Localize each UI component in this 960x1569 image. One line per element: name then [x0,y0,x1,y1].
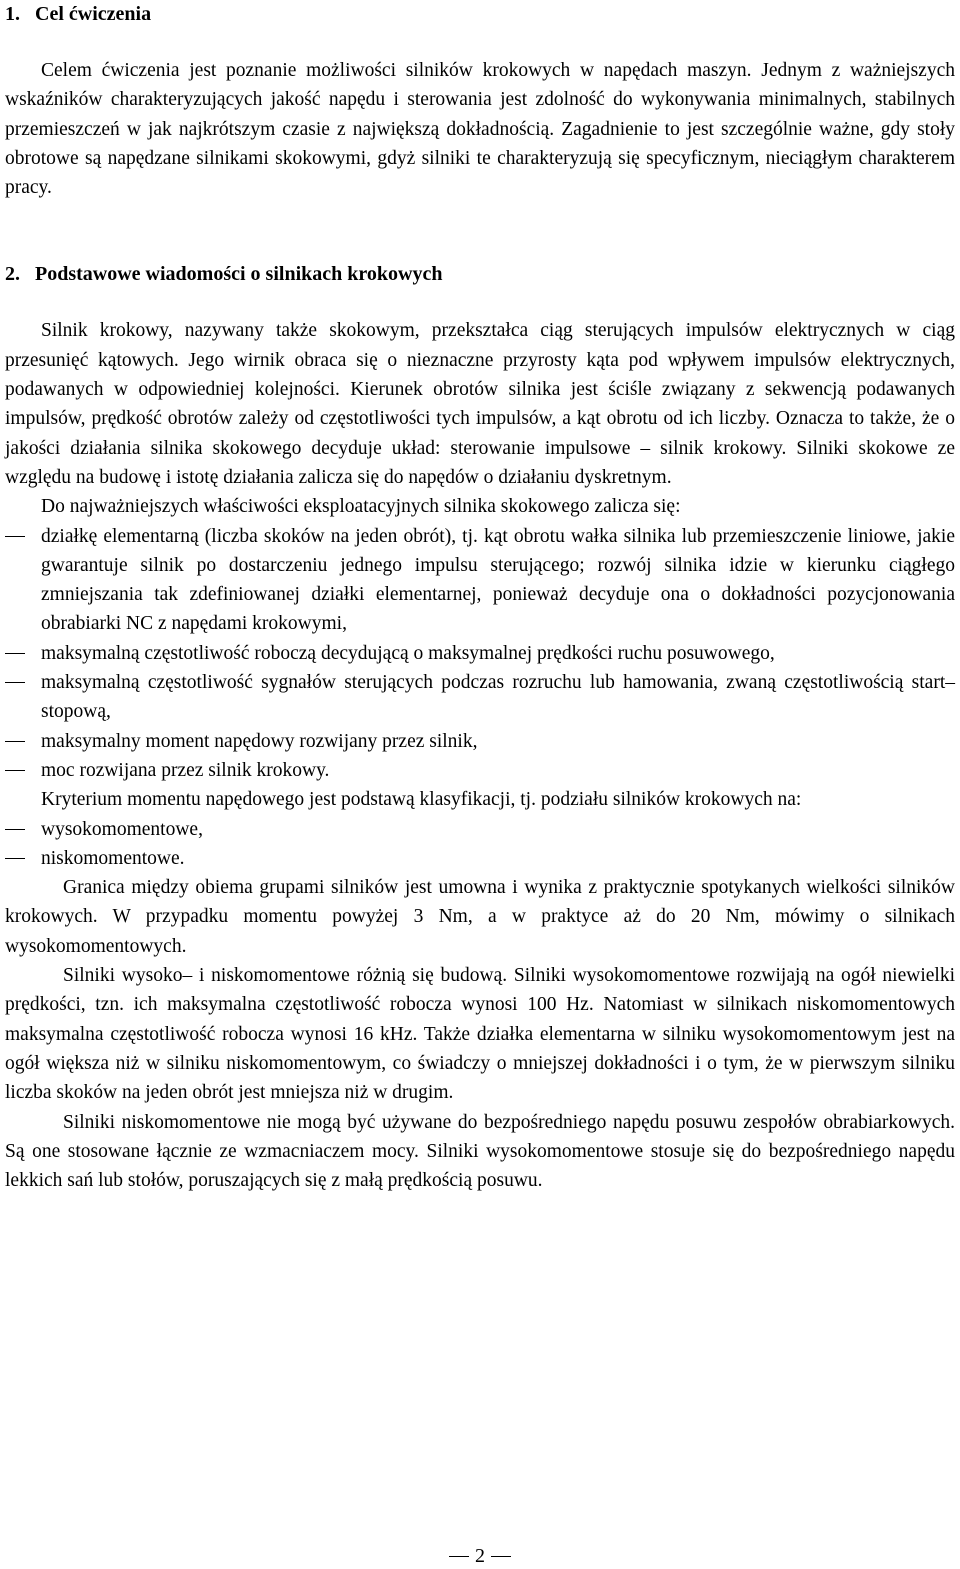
list-item: wysokomomentowe, [5,815,955,844]
dash-bullet [5,653,25,654]
section-1-heading: 1. Cel ćwiczenia [5,3,152,25]
properties-list [5,522,955,786]
section-2-paragraph-6: Silniki niskomomentowe nie mogą być używane do bezpośredniego napędu posuwu zespołów obrabiarkowych. Są one stosowane łącznie ze wzmacniaczem mocy. Silniki wysokomomentowe stosuje się do bezpośredniego napędu lekkich sań lub stołów, poruszających się z małą prędkością posuwu. [5,1111,955,1192]
dash-bullet [5,682,25,683]
list-item: maksymalną częstotliwość roboczą decydującą o maksymalnej prędkości ruchu posuwowego, [5,639,955,668]
section-2-paragraph-5: Silniki wysoko– i niskomomentowe różnią się budową. Silniki wysokomomentowe rozwijają na ogół niewielki prędkości, tzn. ich maksymalna częstotliwość robocza wynosi 100 Hz. Natomiast w silnikach niskomomentowych maksymalna częstotliwość robocza wynosi 16 kHz. Także działka elementarna w silniku wysokomomentowym jest na ogół większa niż w silniku niskomomentowym, co świadczy o mniejszej dokładności i o tym, że w pierwszym silniku liczba skoków na jeden obrót jest mniejsza niż w drugim. [5,965,955,1104]
section-2-paragraph-3: Kryterium momentu napędowego jest podstawą klasyfikacji, tj. podziału silników krokowych na: [41,789,802,811]
section-2-paragraph-1: Silnik krokowy, nazywany także skokowym, przekształca ciąg sterujących impulsów elektrycznych w ciąg przesunięć kątowych. Jego wirnik obraca się o nieznaczne przyrosty kąta pod wpływem impulsów elektrycznych, podawanych w odpowiedniej kolejności. Kierunek obrotów silnika jest ściśle związany z sekwencją podawanych impulsów, prędkość obrotów zależy od częstotliwości tych impulsów, a kąt obrotu od ich liczby. Oznacza to także, że o jakości działania silnika skokowego decyduje układ: sterowanie impulsowe – silnik krokowy. Silniki skokowe ze względu na budowę i istotę działania zalicza się do napędów o działaniu dyskretnym. [5,320,955,488]
classification-list [5,815,955,874]
dash-bullet [5,770,25,771]
list-item: moc rozwijana przez silnik krokowy. [5,756,955,785]
list-item: niskomomentowe. [5,844,955,873]
section-2-heading: 2. Podstawowe wiadomości o silnikach krokowych [5,263,443,286]
section-1-paragraph: Celem ćwiczenia jest poznanie możliwości silników krokowych w napędach maszyn. Jednym z ważniejszych wskaźników charakteryzujących jakość napędu i sterowania jest zdolność do wykonywania minimalnych, stabilnych przemieszczeń w jak najkrótszym czasie z największą dokładnością. Zagadnienie to jest szczególnie ważne, gdy stoły obrotowe są napędzane silnikami skokowymi, gdyż silniki te charakteryzują się specyficznym, nieciągłym charakterem pracy. [5,60,955,199]
section-2-paragraph-4: Granica między obiema grupami silników jest umowna i wynika z praktycznie spotykanych wielkości silników krokowych. W przypadku momentu powyżej 3 Nm, a w praktyce aż do 20 Nm, mówimy o silnikach wysokomomentowych. [5,877,955,957]
page-number [0,1543,960,1569]
page-number-dash-right [491,1556,511,1557]
dash-bullet [5,829,25,830]
dash-bullet [5,858,25,859]
document-page [5,0,955,1195]
list-item: maksymalną częstotliwość sygnałów sterujących podczas rozruchu lub hamowania, zwaną częstotliwością start–stopową, [5,668,955,727]
page-number-dash-left [449,1556,469,1557]
page-number-value: 2 [475,1545,485,1567]
dash-bullet [5,536,25,537]
section-2-paragraph-2: Do najważniejszych właściwości eksploatacyjnych silnika skokowego zalicza się: [41,496,681,518]
list-item: działkę elementarną (liczba skoków na jeden obrót), tj. kąt obrotu wałka silnika lub przemieszczenie liniowe, jakie gwarantuje silnik po dostarczeniu jednego impulsu sterującego; rozwój silnika idzie w kierunku ciągłego zmniejszania tak zdefiniowanej działki elementarnej, ponieważ decyduje ona o dokładności pozycjonowania obrabiarki NC z napędami krokowymi, [5,522,955,639]
list-item: maksymalny moment napędowy rozwijany przez silnik, [5,727,955,756]
dash-bullet [5,741,25,742]
